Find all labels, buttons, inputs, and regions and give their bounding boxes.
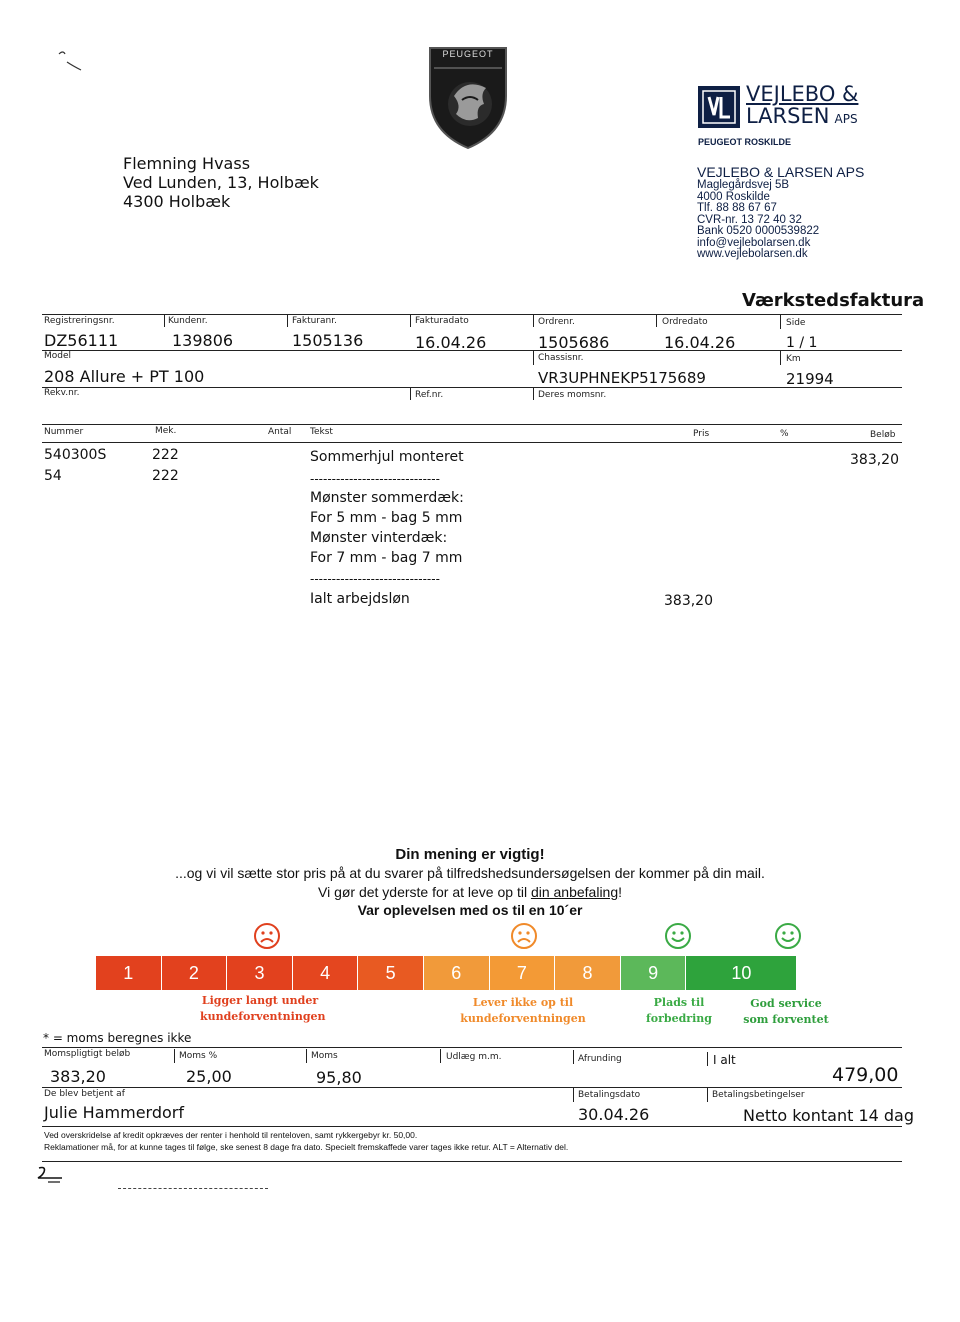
model-label: Model bbox=[44, 351, 72, 361]
divider bbox=[656, 315, 657, 327]
divider bbox=[533, 315, 534, 327]
kunde-label: Kundenr. bbox=[168, 316, 208, 326]
col-pris: Pris bbox=[693, 429, 710, 439]
line1-amount: 383,20 bbox=[850, 452, 899, 468]
divider bbox=[707, 1088, 708, 1102]
survey-title: Din mening er vigtig! bbox=[395, 846, 545, 863]
footer-line1: Ved overskridelse af kredit opkræves der renter i henhold til renteloven, samt rykkergebyr kr. 50,00. bbox=[44, 1130, 418, 1140]
chassis-label: Chassisnr. bbox=[538, 353, 584, 363]
line4-text: For 5 mm - bag 5 mm bbox=[310, 510, 463, 526]
header-rule-3 bbox=[42, 387, 902, 388]
moms-amount-label: Moms bbox=[311, 1051, 338, 1061]
divider bbox=[780, 315, 781, 329]
survey-line2 bbox=[0, 884, 940, 900]
mpct-value: 25,00 bbox=[186, 1067, 232, 1086]
line7-text: ------------------------------ bbox=[310, 572, 440, 586]
pen-mark bbox=[55, 48, 95, 78]
divider bbox=[533, 388, 534, 400]
cut-line bbox=[118, 1188, 268, 1189]
faktura-value: 1505136 bbox=[292, 331, 364, 350]
rating-cell-8: 8 bbox=[555, 956, 620, 990]
caption-9: Plads til forbedring bbox=[646, 996, 712, 1025]
km-value: 21994 bbox=[786, 370, 834, 388]
col-pct: % bbox=[780, 429, 789, 439]
fakdato-label: Fakturadato bbox=[415, 316, 469, 326]
line5-text: Mønster vinterdæk: bbox=[310, 530, 448, 546]
divider bbox=[707, 1052, 708, 1066]
divider bbox=[306, 1049, 307, 1063]
total-work-label: Ialt arbejdsløn bbox=[310, 591, 410, 607]
side-label: Side bbox=[786, 318, 806, 328]
document-title: Værkstedsfaktura bbox=[742, 290, 925, 311]
rating-cell-10: 10 bbox=[686, 956, 796, 990]
survey-line2-pre: Vi gør det yderste for at leve op til bbox=[317, 884, 531, 900]
divider bbox=[410, 315, 411, 327]
survey-line2-post: ! bbox=[618, 884, 623, 900]
company-cvr: CVR-nr. 13 72 40 32 bbox=[697, 213, 802, 226]
ordre-label: Ordrenr. bbox=[538, 317, 575, 327]
rating-cell-2: 2 bbox=[162, 956, 227, 990]
chassis-value: VR3UPHNEKP5175689 bbox=[538, 369, 706, 387]
company-street: Maglegårdsvej 5B bbox=[697, 179, 790, 191]
ialt-value: 479,00 bbox=[832, 1064, 899, 1086]
lines-rule-top bbox=[42, 424, 902, 425]
lines-rule-header bbox=[42, 442, 902, 443]
divider bbox=[533, 351, 534, 365]
reg-label: Registreringsnr. bbox=[44, 316, 115, 326]
survey-line3: Var oplevelsen med os til en 10´er bbox=[357, 902, 583, 918]
betdato-value: 30.04.26 bbox=[578, 1105, 650, 1124]
caption-10: God service som forventet bbox=[743, 997, 829, 1026]
company-bank: Bank 0520 0000539822 bbox=[697, 225, 820, 237]
betbet-label: Betalingsbetingelser bbox=[712, 1090, 805, 1100]
rating-cell-4: 4 bbox=[293, 956, 358, 990]
model-value: 208 Allure + PT 100 bbox=[44, 367, 205, 386]
divider bbox=[164, 315, 165, 327]
company-city: 4000 Roskilde bbox=[697, 190, 770, 203]
rating-cell-5: 5 bbox=[358, 956, 423, 990]
moms-amount-value: 95,80 bbox=[316, 1068, 362, 1087]
smile-face-icon bbox=[774, 922, 802, 950]
recipient-block bbox=[123, 154, 319, 211]
company-phone: Tlf. 88 88 67 67 bbox=[697, 202, 777, 214]
brand-tagline: PEUGEOT ROSKILDE bbox=[698, 137, 792, 147]
col-nummer: Nummer bbox=[44, 427, 84, 437]
kunde-value: 139806 bbox=[172, 331, 234, 350]
totals-rule-2 bbox=[42, 1087, 902, 1088]
company-wordmark-line2-wrap bbox=[746, 104, 858, 128]
peugeot-logo-text: PEUGEOT bbox=[442, 49, 494, 59]
company-info bbox=[697, 164, 864, 261]
udlaeg-label: Udlæg m.m. bbox=[446, 1052, 502, 1062]
rating-cell-9: 9 bbox=[621, 956, 686, 990]
company-wordmark-line1: VEJLEBO & bbox=[746, 82, 859, 106]
mp-label: Momspligtigt beløb bbox=[44, 1049, 131, 1059]
col-tekst: Tekst bbox=[310, 427, 333, 437]
col-belob: Beløb bbox=[870, 430, 896, 440]
recipient-name: Flemning Hvass bbox=[123, 154, 251, 173]
rating-cell-3: 3 bbox=[227, 956, 292, 990]
survey-recommend-link[interactable]: din anbefaling bbox=[530, 884, 619, 900]
line2-number: 54 bbox=[44, 468, 62, 484]
scissors-icon bbox=[36, 1164, 66, 1186]
ordre-value: 1505686 bbox=[538, 333, 610, 352]
betdato-label: Betalingsdato bbox=[578, 1090, 641, 1100]
vl-logo-icon bbox=[700, 88, 738, 126]
reg-value: DZ56111 bbox=[44, 331, 119, 350]
divider bbox=[573, 1088, 574, 1102]
line2-text: ------------------------------ bbox=[310, 472, 440, 486]
divider bbox=[780, 351, 781, 365]
divider bbox=[410, 388, 411, 400]
divider bbox=[440, 1049, 441, 1063]
caption-mid: Lever ikke op til kundeforventningen bbox=[460, 996, 586, 1025]
betjent-label: De blev betjent af bbox=[44, 1089, 125, 1099]
line1-mek: 222 bbox=[152, 447, 179, 463]
line2-mek: 222 bbox=[152, 468, 179, 484]
col-mek: Mek. bbox=[155, 426, 177, 436]
smile-face-icon bbox=[664, 922, 692, 950]
afrund-label: Afrunding bbox=[578, 1054, 622, 1064]
company-name: VEJLEBO & LARSEN APS bbox=[697, 164, 865, 180]
sad-face-icon bbox=[510, 922, 538, 950]
mp-value: 383,20 bbox=[50, 1067, 106, 1086]
line6-text: For 7 mm - bag 7 mm bbox=[310, 550, 463, 566]
line3-text: Mønster sommerdæk: bbox=[310, 490, 464, 506]
rating-cell-1: 1 bbox=[96, 956, 161, 990]
sad-face-icon bbox=[253, 922, 281, 950]
divider bbox=[174, 1049, 175, 1063]
betjent-value: Julie Hammerdorf bbox=[44, 1103, 184, 1122]
km-label: Km bbox=[786, 354, 801, 364]
line1-number: 540300S bbox=[44, 447, 107, 463]
ordredato-value: 16.04.26 bbox=[664, 333, 736, 352]
footer-rule bbox=[42, 1161, 902, 1162]
totals-rule-3 bbox=[42, 1126, 902, 1127]
faktura-label: Fakturanr. bbox=[292, 316, 337, 326]
rating-cell-7: 7 bbox=[490, 956, 555, 990]
survey-line1: ...og vi vil sætte stor pris på at du svarer på tilfredshedsundersøgelsen der kommer på din mail. bbox=[175, 865, 765, 881]
mpct-label: Moms % bbox=[179, 1051, 218, 1061]
totals-rule-top bbox=[42, 1047, 902, 1048]
side-value: 1 / 1 bbox=[786, 335, 818, 351]
fakdato-value: 16.04.26 bbox=[415, 333, 487, 352]
company-wordmark-line2: LARSEN bbox=[746, 104, 830, 128]
vl-logo bbox=[698, 86, 740, 128]
header-rule-top bbox=[42, 314, 902, 315]
rating-cell-6: 6 bbox=[424, 956, 489, 990]
caption-low: Ligger langt under kundeforventningen bbox=[200, 994, 326, 1023]
company-web: www.vejlebolarsen.dk bbox=[697, 248, 808, 260]
moms-note: * = moms beregnes ikke bbox=[43, 1031, 192, 1045]
betbet-value: Netto kontant 14 dag bbox=[743, 1106, 914, 1125]
col-antal: Antal bbox=[268, 427, 292, 437]
recipient-address: Ved Lunden, 13, Holbæk bbox=[123, 173, 319, 192]
divider bbox=[287, 315, 288, 327]
company-wordmark-suffix: APS bbox=[834, 112, 858, 126]
total-work-value: 383,20 bbox=[664, 593, 713, 609]
recipient-city: 4300 Holbæk bbox=[123, 192, 231, 211]
peugeot-logo bbox=[426, 44, 510, 152]
line1-text: Sommerhjul monteret bbox=[310, 449, 464, 465]
footer-line2: Reklamationer må, for at kunne tages til følge, ske senest 8 dage fra dato. Specielt fremskaffede varer tages ikke retur. ALT = Alternativ del. bbox=[44, 1142, 569, 1152]
ref-label: Ref.nr. bbox=[415, 390, 444, 400]
moms-nr-label: Deres momsnr. bbox=[538, 390, 607, 400]
ialt-label: I alt bbox=[713, 1053, 736, 1067]
company-email: info@vejlebolarsen.dk bbox=[697, 236, 811, 249]
rekv-label: Rekv.nr. bbox=[44, 388, 80, 398]
divider bbox=[573, 1050, 574, 1064]
ordredato-label: Ordredato bbox=[662, 317, 708, 327]
